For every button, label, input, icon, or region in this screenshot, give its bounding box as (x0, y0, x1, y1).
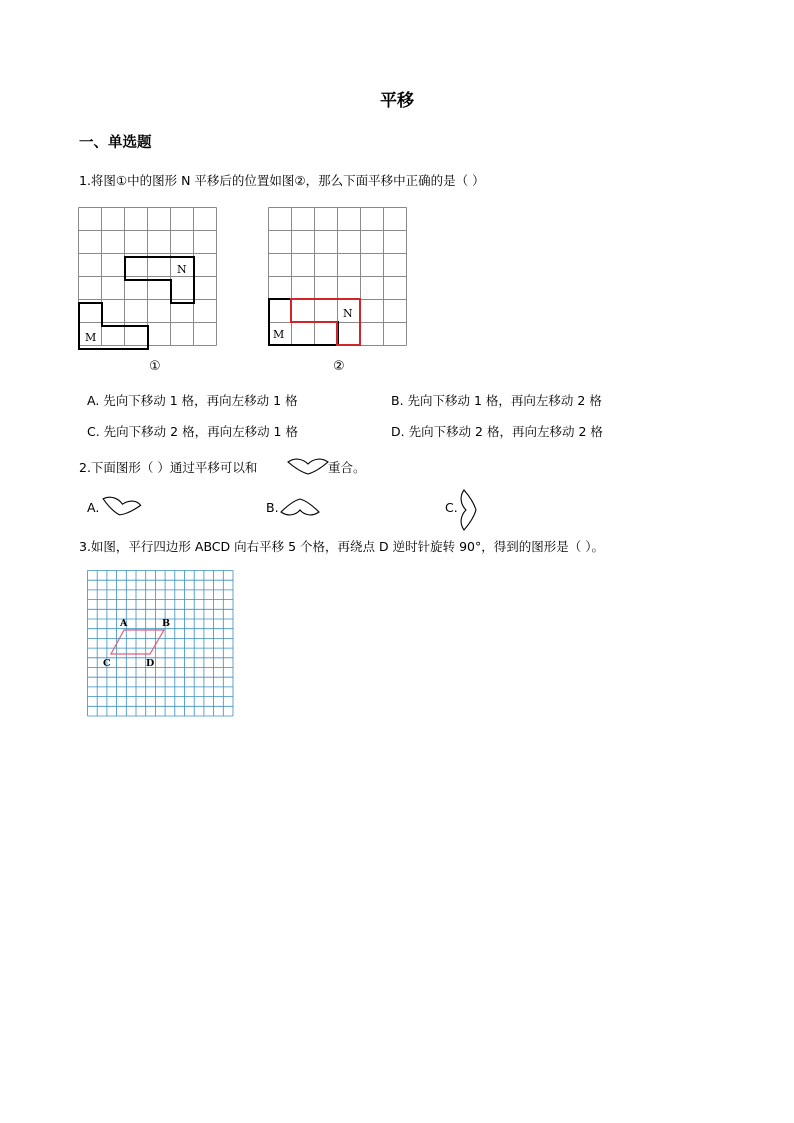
question-3-text: 3.如图，平行四边形 ABCD 向右平移 5 个格，再绕点 D 逆时针旋转 90°，得到的图形是（ ）。 (79, 539, 604, 554)
option-c-shape-icon[interactable] (458, 489, 480, 531)
option-d[interactable]: D. 先向下移动 2 格，再向左移动 2 格 (391, 424, 603, 439)
parallelogram-abcd (111, 630, 164, 654)
target-shape-icon (287, 456, 329, 476)
figure-1-caption: ① (149, 359, 161, 374)
blue-grid-lines (88, 571, 234, 717)
option-b-shape-icon[interactable] (280, 496, 320, 518)
section-heading: 一、单选题 (79, 135, 152, 151)
q2-option-b[interactable]: B. (266, 500, 279, 515)
question-2-text-after: 重合。 (328, 460, 366, 475)
question-2-text-before: 2.下面图形（ ）通过平移可以和 (79, 460, 258, 475)
label-m: M (273, 328, 285, 341)
q3-grid-figure (87, 570, 247, 718)
option-b[interactable]: B. 先向下移动 1 格，再向左移动 2 格 (391, 393, 602, 408)
figure-2-caption: ② (333, 359, 345, 374)
label-d: D (146, 658, 155, 669)
label-n: N (343, 307, 353, 320)
q2-option-a[interactable]: A. (87, 500, 100, 515)
label-a: A (120, 618, 128, 629)
label-c: C (103, 658, 111, 669)
q2-option-c[interactable]: C. (445, 500, 458, 515)
label-b: B (162, 618, 171, 629)
q1-figure-1 (78, 207, 218, 349)
option-a[interactable]: A. 先向下移动 1 格，再向左移动 1 格 (87, 393, 298, 408)
label-m: M (85, 331, 97, 344)
page-title: 平移 (380, 91, 414, 111)
question-1-text: 1.将图①中的图形 N 平移后的位置如图②，那么下面平移中正确的是（ ） (79, 173, 485, 188)
grid-lines (79, 208, 217, 346)
option-a-shape-icon[interactable] (101, 496, 141, 518)
q1-figure-2 (268, 207, 408, 349)
label-n: N (177, 263, 187, 276)
option-c[interactable]: C. 先向下移动 2 格，再向左移动 1 格 (87, 424, 298, 439)
